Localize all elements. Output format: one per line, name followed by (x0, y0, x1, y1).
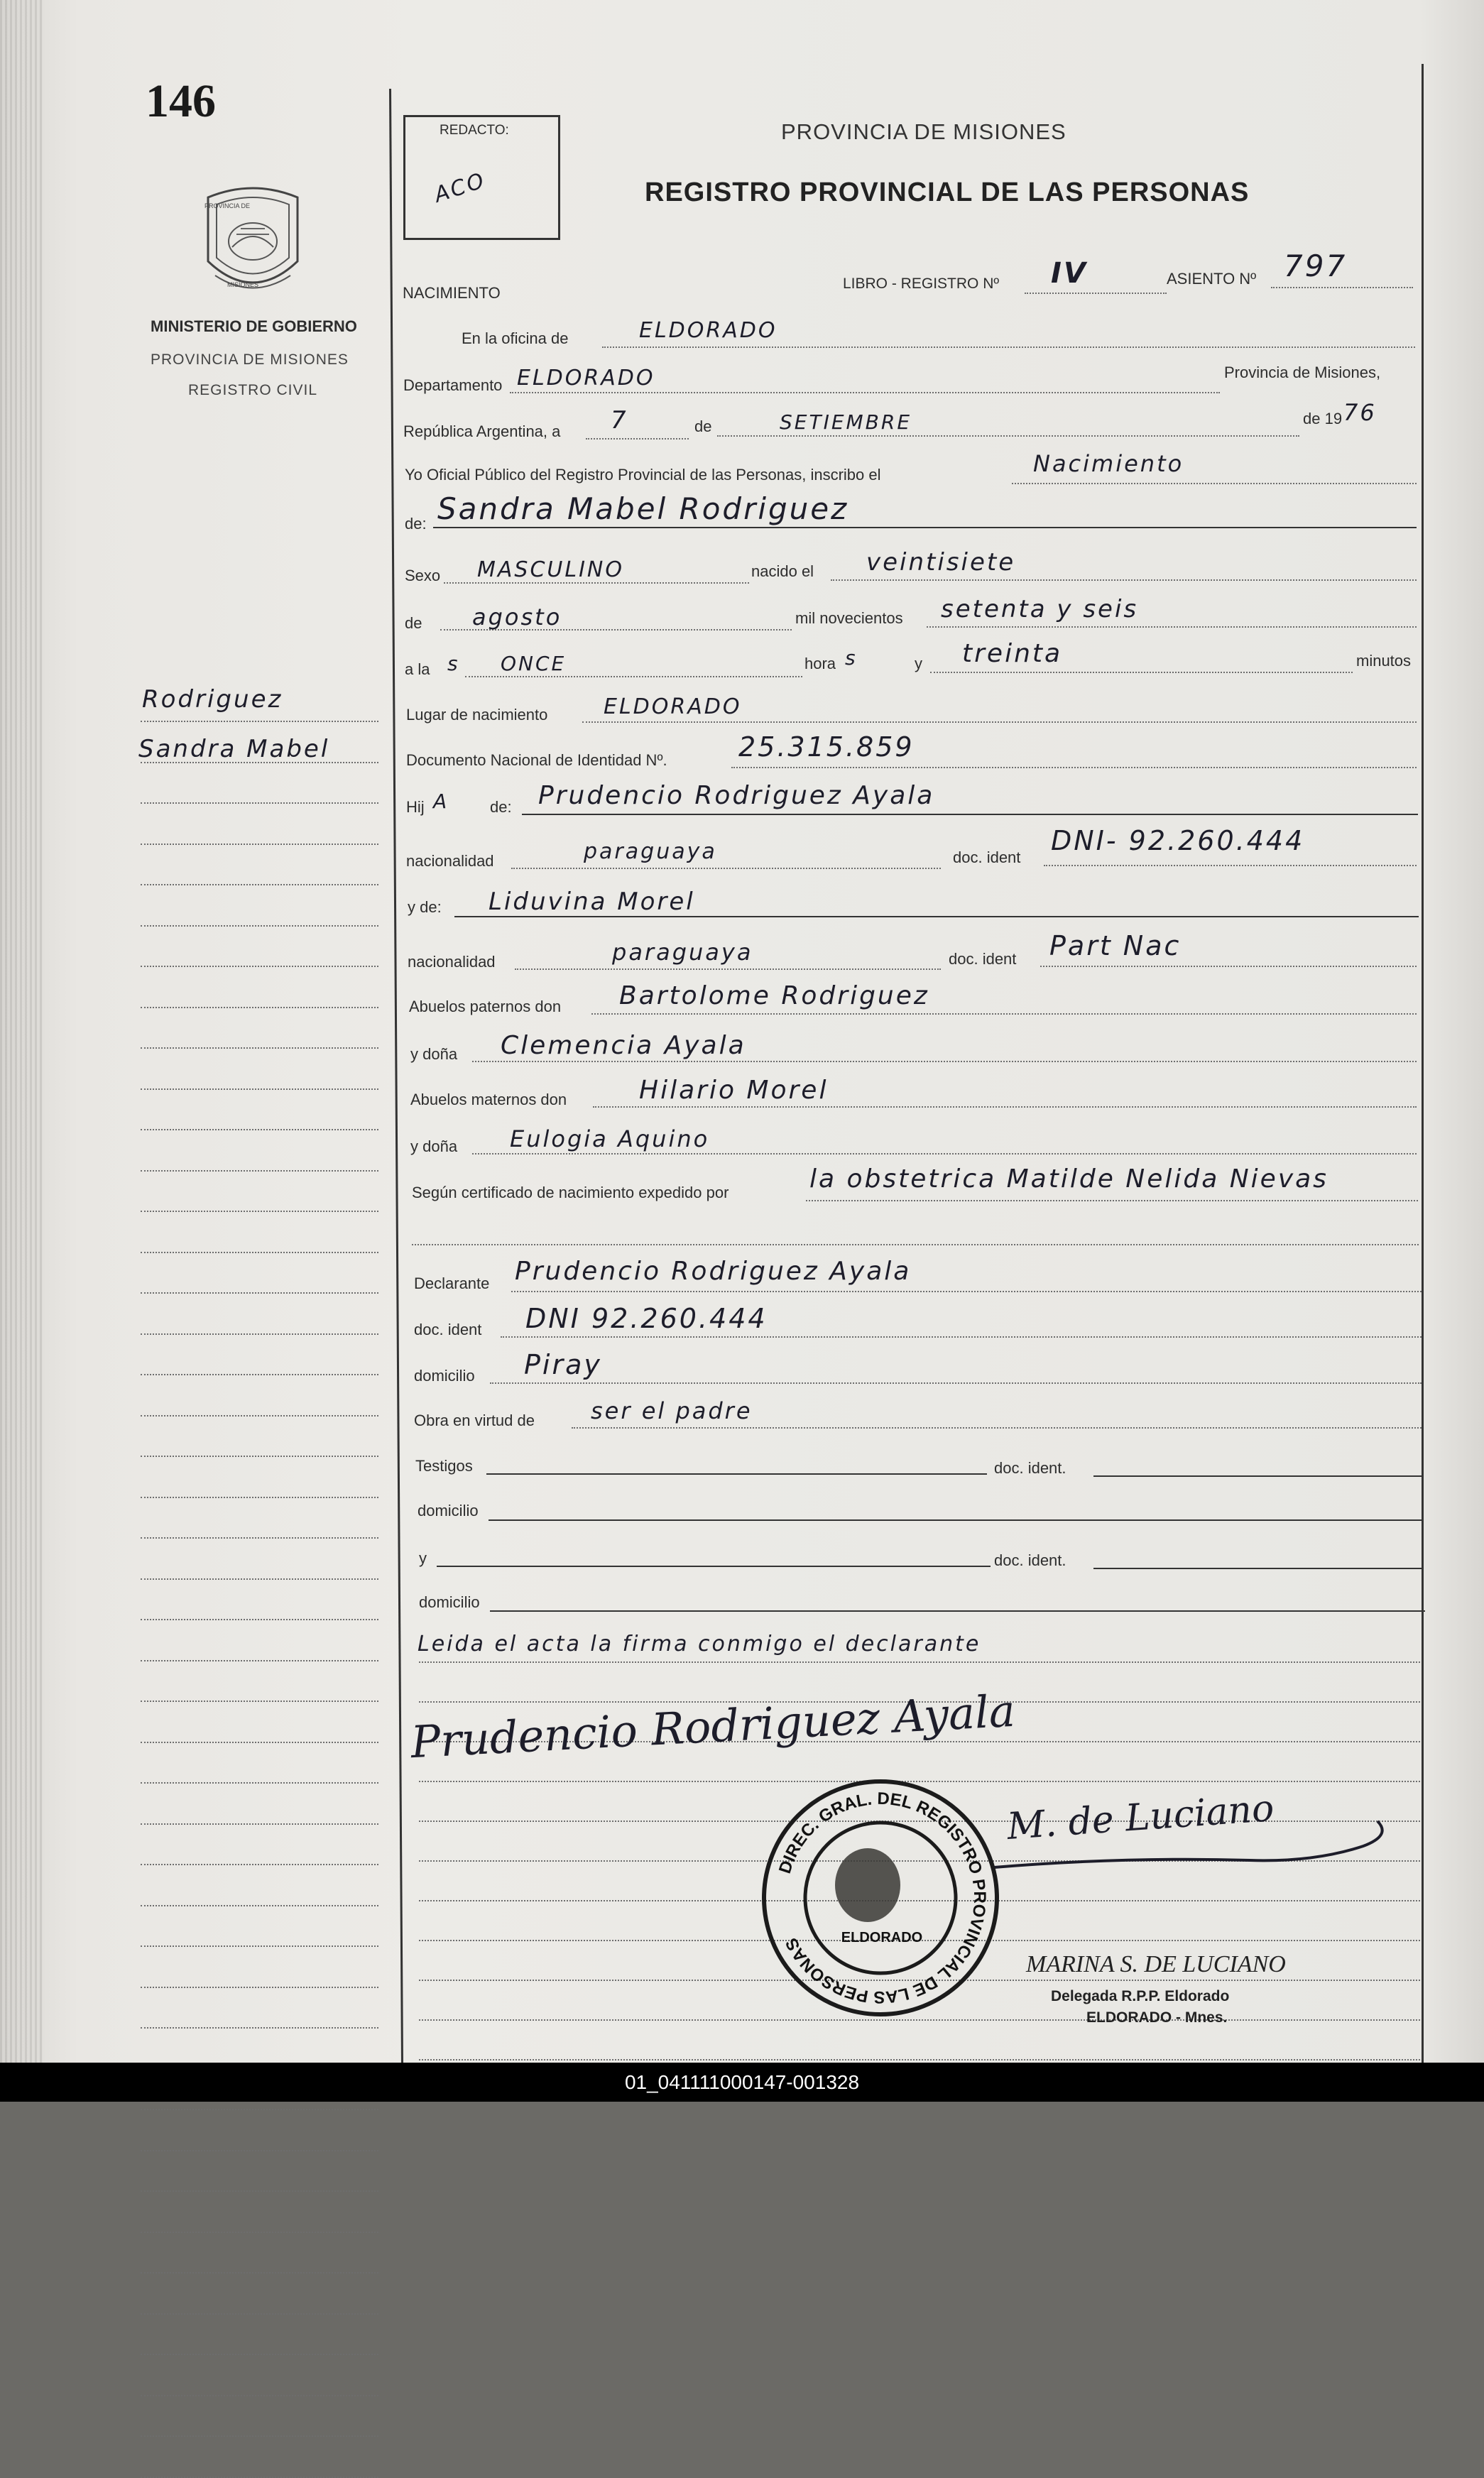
margin-ruled-line (141, 1497, 378, 1498)
domicilio2-label: domicilio (418, 1502, 479, 1519)
stamp-ring-text: DIREC. GRAL. DEL REGISTRO PROVINCIAL DE LAS PERSONAS (775, 1789, 990, 2007)
margin-ruled-line (141, 1701, 378, 1702)
cert-label: Según certificado de nacimiento expedido por (412, 1184, 729, 1201)
seal-text-bottom: MISIONES (227, 281, 259, 288)
lugar-value: ELDORADO (604, 694, 742, 719)
margin-ruled-line (141, 2435, 378, 2437)
minutos-value: treinta (962, 639, 1063, 668)
margin-ruled-line (141, 2313, 378, 2315)
officer-name: MARINA S. DE LUCIANO (1026, 1951, 1286, 1977)
oficial-label: Yo Oficial Público del Registro Provincial de las Personas, inscribo el (405, 466, 881, 484)
mes-value: SETIEMBRE (780, 410, 912, 434)
alas-label: a la (405, 660, 430, 678)
margin-ruled-line (141, 2232, 378, 2233)
mil-value: setenta y seis (941, 595, 1139, 623)
redacto-box (403, 115, 560, 240)
lower-ruled-line (419, 2059, 1420, 2061)
margin-ruled-line (141, 2477, 378, 2478)
decl-doc-value: DNI 92.260.444 (525, 1303, 768, 1334)
margin-ruled-line (141, 1742, 378, 1743)
nac2-value: paraguaya (612, 939, 753, 966)
lower-ruled-line (419, 2019, 1420, 2021)
margin-ruled-line (141, 844, 378, 845)
obra-label: Obra en virtud de (414, 1412, 535, 1429)
hora-value: ONCE (501, 652, 567, 675)
registry-stamp-icon (761, 1779, 1000, 2017)
margin-ruled-line (141, 1782, 378, 1784)
page-number: 146 (146, 75, 216, 127)
abmat-value: Hilario Morel (639, 1076, 829, 1105)
margin-ruled-line (141, 1905, 378, 1906)
ydona2-label: y doña (410, 1137, 458, 1155)
departamento-label: Departamento (403, 376, 503, 394)
mes-nac-label: de (405, 614, 422, 632)
hij-label: Hij (406, 798, 425, 816)
margin-ruled-line (141, 2150, 378, 2151)
nombre-value: Sandra Mabel Rodriguez (437, 491, 849, 526)
testigos2-doc-label: doc. ident. (994, 1551, 1066, 1569)
margin-ruled-line (141, 2354, 378, 2355)
lugar-label: Lugar de nacimiento (406, 706, 548, 724)
book-binding-edge (0, 0, 43, 2063)
y2-label: y (419, 1549, 427, 1567)
margin-ruled-line (141, 2109, 378, 2110)
asiento-value: 797 (1284, 249, 1348, 283)
officer-place: ELDORADO - Mnes. (1086, 2009, 1228, 2026)
domicilio1-value: Piray (524, 1349, 602, 1380)
nacido-label: nacido el (751, 562, 814, 580)
abpat-value: Bartolome Rodriguez (619, 981, 929, 1010)
nac1-value: paraguaya (584, 839, 717, 864)
margin-ruled-line (141, 925, 378, 927)
dni-value: 25.315.859 (738, 731, 915, 763)
nombre-label: de: (405, 515, 427, 533)
margin-ruled-line (141, 721, 378, 722)
margin-ruled-line (141, 1578, 378, 1580)
margin-ruled-line (141, 1864, 378, 1865)
libro-label: LIBRO - REGISTRO Nº (843, 275, 1000, 292)
obra-value: ser el padre (591, 1397, 753, 1424)
abpat-label: Abuelos paternos don (409, 998, 562, 1015)
margin-ruled-line (141, 1987, 378, 1988)
margin-ruled-line (141, 1945, 378, 1947)
margin-ruled-line (141, 2027, 378, 2029)
margin-ruled-line (141, 2395, 378, 2396)
horas-suffix: s (845, 646, 858, 670)
margin-ruled-line (141, 1660, 378, 1661)
de-label: de (694, 417, 712, 435)
sexo-label: Sexo (405, 567, 441, 584)
margin-ruled-line (141, 762, 378, 763)
margin-ruled-line (141, 1374, 378, 1375)
testigos-label: Testigos (415, 1457, 473, 1475)
testigos-doc-label: doc. ident. (994, 1459, 1066, 1477)
hij-suffix: A (433, 790, 449, 813)
margin-ruled-line (141, 1537, 378, 1539)
domicilio3-label: domicilio (419, 1593, 480, 1611)
margin-ruled-line (141, 1823, 378, 1825)
margin-ruled-line (141, 1415, 378, 1417)
margin-ruled-line (141, 1007, 378, 1008)
mil-label: mil novecientos (795, 609, 903, 627)
stamp-inner-text: ELDORADO (841, 1930, 923, 1945)
oficina-label: En la oficina de (462, 329, 569, 347)
sexo-value: MASCULINO (477, 557, 624, 582)
dia-value: 7 (611, 406, 628, 435)
doc1-value: DNI- 92.260.444 (1051, 825, 1305, 856)
margin-ruled-line (141, 2272, 378, 2274)
decl-doc-label: doc. ident (414, 1321, 482, 1338)
madre-value: Liduvina Morel (489, 888, 695, 916)
margin-ruled-line (141, 2190, 378, 2192)
margin-ruled-line (141, 1619, 378, 1620)
libro-value: IV (1051, 257, 1088, 290)
province-title: PROVINCIA DE MISIONES (781, 119, 1066, 144)
ydona2-value: Eulogia Aquino (510, 1125, 710, 1152)
mes-nac-value: agosto (472, 604, 562, 631)
record-type: NACIMIENTO (403, 284, 501, 302)
nacido-value: veintisiete (866, 548, 1016, 577)
cert-value: la obstetrica Matilde Nelida Nievas (809, 1164, 1328, 1194)
ministry-registry: REGISTRO CIVIL (188, 382, 318, 398)
right-border-rule (1422, 64, 1424, 2063)
signature-flourish (980, 1807, 1406, 1892)
margin-note-surname: Rodriguez (142, 685, 283, 714)
margin-ruled-line (141, 1170, 378, 1172)
oficial-signature: M. de Luciano (1005, 1786, 1276, 1849)
redacto-label: REDACTO: (440, 123, 509, 138)
margin-ruled-line (141, 1129, 378, 1130)
nac2-label: nacionalidad (408, 953, 496, 971)
decl-value: Prudencio Rodriguez Ayala (515, 1257, 912, 1286)
margin-ruled-line (141, 1456, 378, 1457)
anio-value: 76 (1343, 399, 1377, 426)
hij-de-label: de: (490, 798, 512, 816)
ministry-title: MINISTERIO DE GOBIERNO (151, 317, 357, 335)
margin-ruled-line (141, 1252, 378, 1253)
padre-value: Prudencio Rodriguez Ayala (538, 781, 935, 810)
margin-ruled-line (141, 1088, 378, 1090)
asiento-label: ASIENTO Nº (1167, 270, 1257, 288)
registry-title: REGISTRO PROVINCIAL DE LAS PERSONAS (645, 178, 1250, 207)
domicilio1-label: domicilio (414, 1367, 475, 1385)
redacto-value: ACO (431, 168, 489, 208)
lower-ruled-line (419, 1661, 1420, 1663)
ministry-province: PROVINCIA DE MISIONES (151, 351, 349, 368)
margin-ruled-line (141, 1211, 378, 1212)
oficina-value: ELDORADO (639, 318, 778, 343)
ydona1-label: y doña (410, 1045, 458, 1063)
minutos-label: minutos (1356, 652, 1412, 670)
margin-ruled-line (141, 1292, 378, 1294)
doc1-label: doc. ident (953, 848, 1021, 866)
margin-ruled-line (141, 802, 378, 804)
declarante-signature: Prudencio Rodriguez Ayala (409, 1684, 1017, 1769)
ydona1-value: Clemencia Ayala (501, 1031, 746, 1060)
margin-ruled-line (141, 884, 378, 885)
margin-ruled-line (141, 1333, 378, 1335)
abmat-label: Abuelos maternos don (410, 1091, 567, 1108)
margin-ruled-line (141, 966, 378, 967)
horas-label: hora (804, 655, 836, 672)
y-label: y (915, 655, 922, 672)
oficial-value: Nacimiento (1033, 450, 1184, 477)
dni-label: Documento Nacional de Identidad Nº. (406, 751, 667, 769)
alas-suffix: s (447, 652, 460, 675)
decl-label: Declarante (414, 1275, 490, 1292)
republica-label: República Argentina, a (403, 422, 561, 440)
doc2-label: doc. ident (949, 950, 1017, 968)
margin-note-names: Sandra Mabel (138, 735, 330, 763)
doc2-value: Part Nac (1049, 930, 1182, 961)
seal-text-top: PROVINCIA DE (204, 202, 251, 209)
left-border-rule (389, 89, 403, 2063)
departamento-value: ELDORADO (517, 366, 655, 391)
leida-value: Leida el acta la firma conmigo el declarante (418, 1632, 981, 1656)
footer-caption: 01_041111000147-001328 (0, 2063, 1484, 2102)
nac1-label: nacionalidad (406, 852, 494, 870)
anio-label: de 19 (1303, 410, 1343, 427)
provincia-label: Provincia de Misiones, (1224, 364, 1381, 381)
officer-role: Delegada R.P.P. Eldorado (1051, 1988, 1230, 2004)
margin-ruled-line (141, 1047, 378, 1049)
madre-label: y de: (408, 898, 442, 916)
